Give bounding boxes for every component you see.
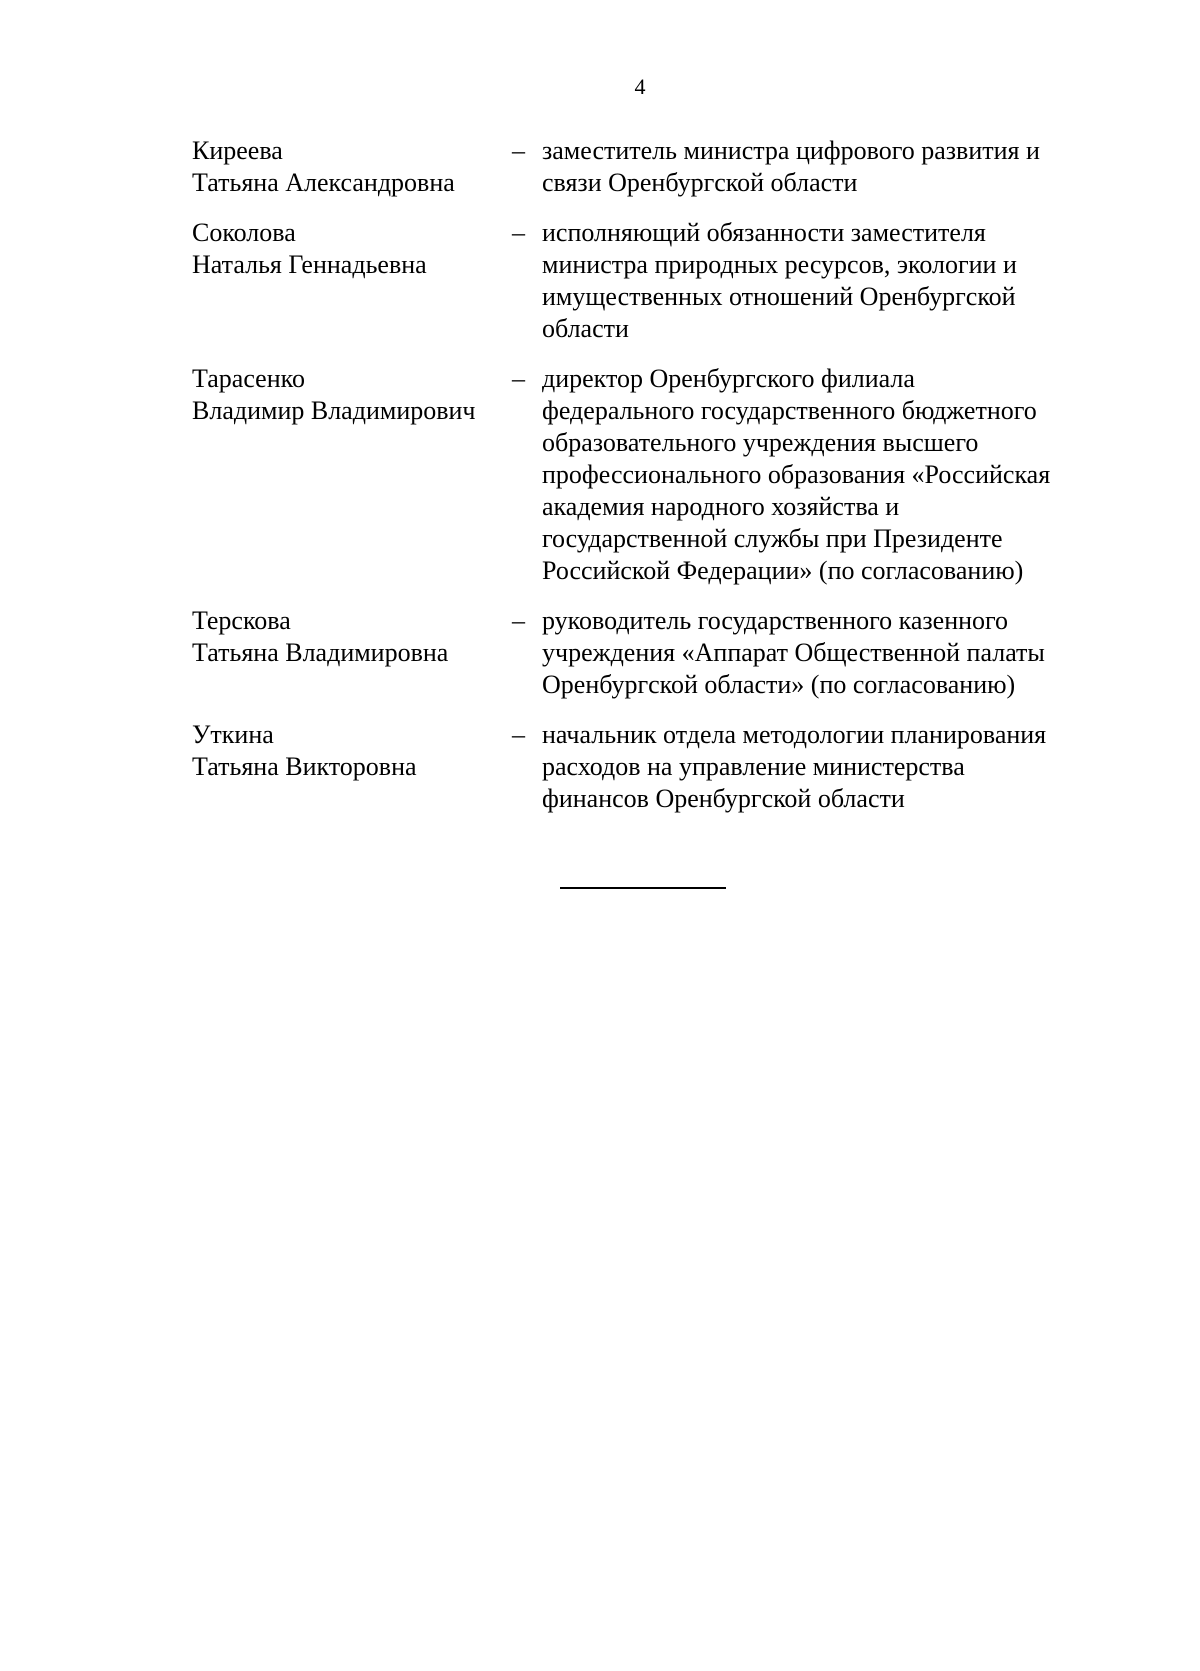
member-given-names: Наталья Геннадьевна <box>192 250 427 279</box>
role-line: заместитель министра цифрового развития и <box>542 136 1040 165</box>
dash-separator: – <box>512 136 525 165</box>
member-role <box>542 135 1092 199</box>
role-line: связи Оренбургской области <box>542 168 858 197</box>
role-line: образовательного учреждения высшего <box>542 428 979 457</box>
member-entry <box>192 719 1092 815</box>
role-line: Российской Федерации» (по согласованию) <box>542 556 1024 585</box>
role-line: имущественных отношений Оренбургской <box>542 282 1016 311</box>
member-role <box>542 217 1092 345</box>
member-name <box>192 217 512 345</box>
role-line: области <box>542 314 629 343</box>
member-given-names: Татьяна Александровна <box>192 168 455 197</box>
member-surname: Соколова <box>192 218 296 247</box>
dash-separator: – <box>512 606 525 635</box>
dash-separator: – <box>512 364 525 393</box>
role-line: Оренбургской области» (по согласованию) <box>542 670 1016 699</box>
member-entry <box>192 135 1092 199</box>
role-line: министра природных ресурсов, экологии и <box>542 250 1017 279</box>
role-line: директор Оренбургского филиала <box>542 364 915 393</box>
member-name <box>192 719 512 815</box>
role-line: государственной службы при Президенте <box>542 524 1003 553</box>
role-line: руководитель государственного казенного <box>542 606 1009 635</box>
member-role <box>542 605 1092 701</box>
member-role <box>542 719 1092 815</box>
page-number: 4 <box>634 74 646 99</box>
member-given-names: Татьяна Викторовна <box>192 752 417 781</box>
role-line: начальник отдела методологии планирования <box>542 720 1047 749</box>
member-entry <box>192 605 1092 701</box>
member-surname: Киреева <box>192 136 283 165</box>
role-line: учреждения «Аппарат Общественной палаты <box>542 638 1045 667</box>
member-name <box>192 135 512 199</box>
role-line: федерального государственного бюджетного <box>542 396 1037 425</box>
member-given-names: Владимир Владимирович <box>192 396 476 425</box>
role-line: расходов на управление министерства <box>542 752 965 781</box>
member-entry <box>192 363 1092 587</box>
end-of-list-rule <box>560 887 726 889</box>
member-name <box>192 363 512 587</box>
member-surname: Тарасенко <box>192 364 305 393</box>
role-line: финансов Оренбургской области <box>542 784 905 813</box>
member-role <box>542 363 1092 587</box>
member-entry <box>192 217 1092 345</box>
role-line: профессионального образования «Российская <box>542 460 1051 489</box>
member-surname: Уткина <box>192 720 274 749</box>
role-line: исполняющий обязанности заместителя <box>542 218 986 247</box>
member-given-names: Татьяна Владимировна <box>192 638 449 667</box>
member-name <box>192 605 512 701</box>
dash-separator: – <box>512 720 525 749</box>
member-surname: Терскова <box>192 606 291 635</box>
role-line: академия народного хозяйства и <box>542 492 900 521</box>
member-list <box>192 135 1092 833</box>
dash-separator: – <box>512 218 525 247</box>
